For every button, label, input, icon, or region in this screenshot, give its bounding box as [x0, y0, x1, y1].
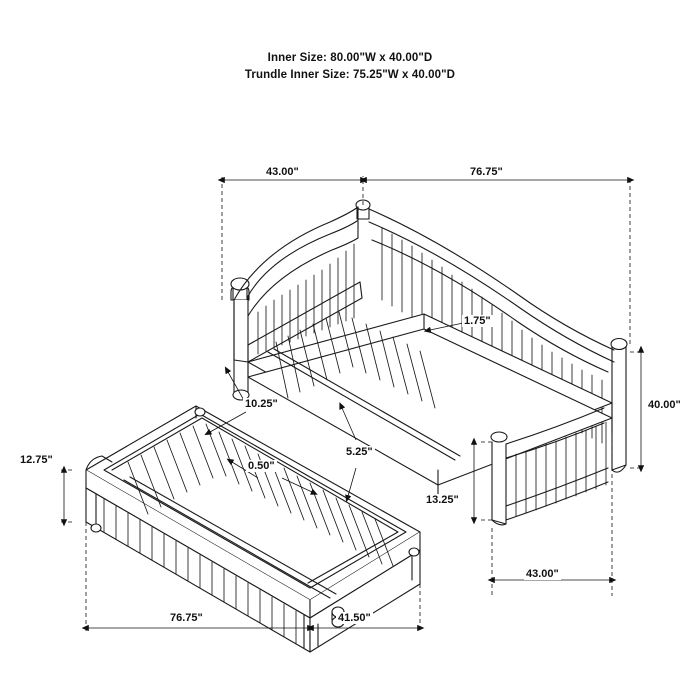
dim-slat-thickness: 1.75" [464, 315, 491, 327]
inner-size-label: Inner Size: 80.00"W x 40.00"D [267, 52, 433, 64]
trundle-inner-size-label: Trundle Inner Size: 75.25"W x 40.00"D [244, 68, 456, 81]
dim-trundle-side-height: 12.75" [20, 454, 53, 466]
dim-top-right-width: 76.75" [470, 166, 503, 178]
dim-bottom-right-width: 41.50" [338, 612, 371, 624]
dim-bed-frame-height: 13.25" [426, 494, 459, 506]
dim-top-left-width: 43.00" [266, 166, 299, 178]
dim-headboard-height: 40.00" [648, 399, 681, 411]
dim-footboard-width: 43.00" [526, 568, 559, 580]
dim-deck-height: 5.25" [346, 446, 373, 458]
dim-trundle-slat: 0.50" [248, 460, 275, 472]
dim-bottom-left-width: 76.75" [170, 612, 203, 624]
dim-trundle-clearance: 10.25" [245, 398, 278, 410]
